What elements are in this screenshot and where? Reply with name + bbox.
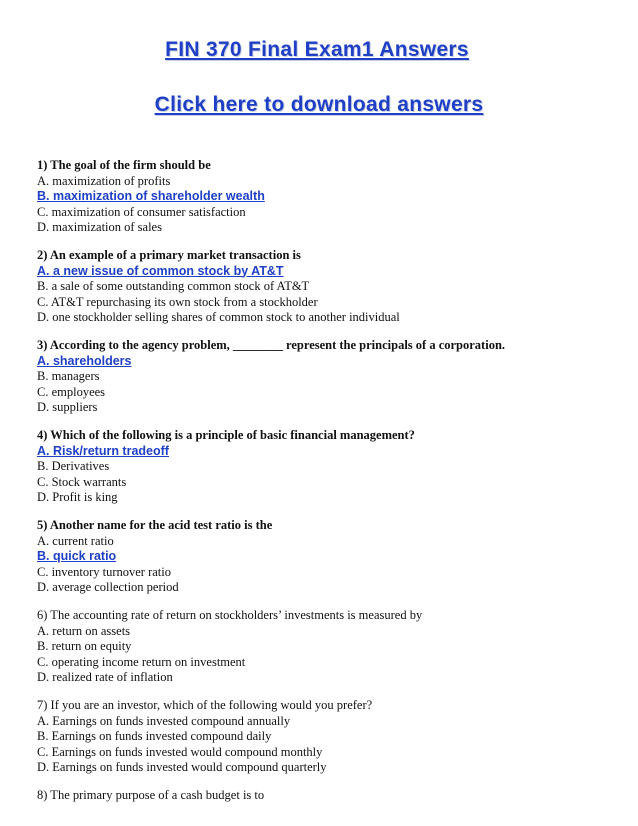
answer-option: A. current ratio — [37, 533, 114, 548]
answer-option: C. Stock warrants — [37, 474, 127, 489]
page-title: FIN 370 Final Exam1 Answers — [165, 38, 469, 61]
question-block — [37, 788, 617, 804]
answer-option: A. Earnings on funds invested compound annually — [37, 713, 291, 728]
answer-option: D. maximization of sales — [37, 220, 162, 234]
answer-option: D. one stockholder selling shares of common stock to another individual — [37, 310, 400, 324]
question-stem: 5) Another name for the acid test ratio is the — [37, 518, 273, 532]
question-stem: 4) Which of the following is a principle of basic financial management? — [37, 428, 415, 442]
answer-option: A. return on assets — [37, 623, 131, 638]
answer-option: B. managers — [37, 369, 100, 383]
answer-option: B. Earnings on funds invested compound daily — [37, 729, 272, 743]
question-block — [37, 698, 617, 776]
question-block — [37, 248, 617, 326]
question-stem: 8) The primary purpose of a cash budget is to — [37, 788, 265, 802]
question-block — [37, 608, 617, 686]
question-block — [37, 158, 617, 236]
answer-option-highlighted[interactable]: B. maximization of shareholder wealth — [37, 189, 265, 203]
answer-option: C. maximization of consumer satisfaction — [37, 204, 246, 219]
question-list — [37, 158, 617, 816]
answer-option-highlighted[interactable]: A. shareholders — [37, 353, 132, 368]
question-stem: 2) An example of a primary market transaction is — [37, 248, 301, 262]
answer-option: C. employees — [37, 384, 106, 399]
question-block — [37, 518, 617, 596]
question-stem: 1) The goal of the firm should be — [37, 158, 211, 172]
answer-option: B. a sale of some outstanding common stock of AT&T — [37, 279, 310, 293]
question-block — [37, 338, 617, 416]
answer-option: C. inventory turnover ratio — [37, 564, 171, 579]
answer-option: A. maximization of profits — [37, 173, 171, 188]
question-block — [37, 428, 617, 506]
question-stem: 3) According to the agency problem, ________ represent the principals of a corporation. — [37, 338, 506, 352]
answer-option: D. Earnings on funds invested would compound quarterly — [37, 760, 327, 774]
download-answers-link[interactable]: Click here to download answers — [154, 93, 484, 116]
answer-option: D. Profit is king — [37, 490, 118, 504]
answer-option-highlighted[interactable]: B. quick ratio — [37, 549, 117, 563]
question-stem: 6) The accounting rate of return on stockholders’ investments is measured by — [37, 608, 423, 622]
answer-option: B. return on equity — [37, 639, 132, 653]
answer-option-highlighted[interactable]: A. a new issue of common stock by AT&T — [37, 263, 284, 278]
answer-option: D. average collection period — [37, 580, 179, 594]
answer-option: D. suppliers — [37, 400, 98, 414]
answer-option: C. Earnings on funds invested would compound monthly — [37, 744, 323, 759]
question-stem: 7) If you are an investor, which of the following would you prefer? — [37, 698, 373, 712]
answer-option: D. realized rate of inflation — [37, 670, 173, 684]
answer-option: C. AT&T repurchasing its own stock from a stockholder — [37, 294, 318, 309]
answer-option: B. Derivatives — [37, 459, 110, 473]
answer-option: C. operating income return on investment — [37, 654, 246, 669]
answer-option-highlighted[interactable]: A. Risk/return tradeoff — [37, 443, 169, 458]
